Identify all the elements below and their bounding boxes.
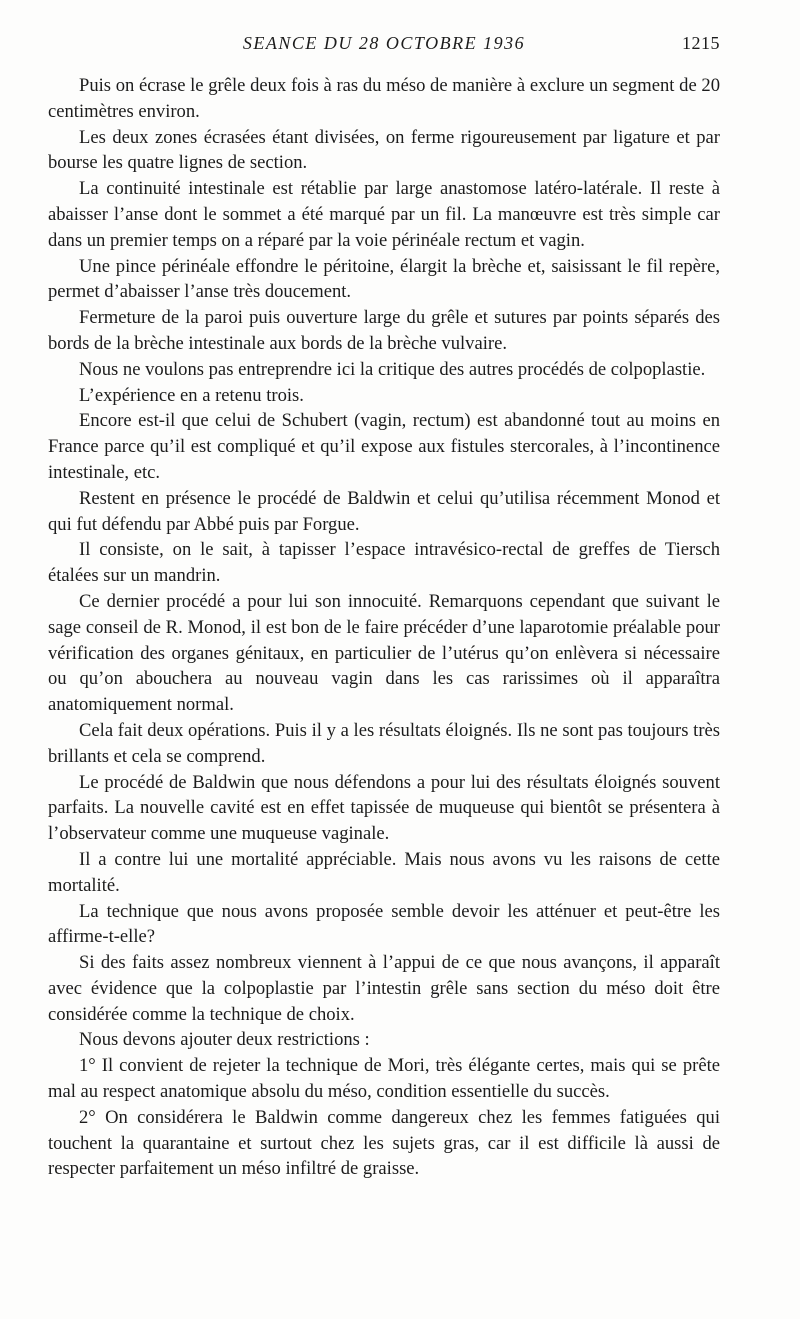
paragraph: La continuité intestinale est rétablie par large anastomose latéro-latérale. Il reste à abaisser l’anse dont le sommet a été marqué par un fil. La manœuvre est très simple car dans un premier temps on a réparé par la voie périnéale rectum et vagin. [48,178,720,251]
paragraph: Encore est-il que celui de Schubert (vagin, rectum) est abandonné tout au moins en France parce qu’il est compliqué et qu’il expose aux fistules stercorales, à l’incontinence intestinale, etc. [48,410,720,483]
paragraph: Nous devons ajouter deux restrictions : [79,1029,370,1051]
running-head [48,30,720,56]
running-title: SEANCE DU 28 OCTOBRE 1936 [242,33,526,53]
paragraph: Il a contre lui une mortalité appréciable. Mais nous avons vu les raisons de cette mortalité. [48,848,720,896]
paragraph: Puis on écrase le grêle deux fois à ras du méso de manière à exclure un segment de 20 centimètres environ. [48,75,720,122]
paragraph: Restent en présence le procédé de Baldwin et celui qu’utilisa récemment Monod et qui fut défendu par Abbé puis par Forgue. [48,487,720,535]
page-number: 1215 [682,33,720,53]
paragraph: Le procédé de Baldwin que nous défendons a pour lui des résultats éloignés souvent parfaits. La nouvelle cavité est en effet tapissée de muqueuse qui bientôt se présentera à l’observateur comme une muqueuse vaginale. [48,771,720,845]
paragraph: La technique que nous avons proposée semble devoir les atténuer et peut-être les affirme-t-elle? [48,900,720,948]
paragraph: Nous ne voulons pas entreprendre ici la critique des autres procédés de colpoplastie. [79,358,706,380]
paragraph: Une pince périnéale effondre le péritoine, élargit la brèche et, saisissant le fil repère, permet d’abaisser l’anse très doucement. [48,255,720,303]
paragraph: Les deux zones écrasées étant divisées, on ferme rigoureusement par ligature et par bourse les quatre lignes de section. [48,126,720,174]
paragraph: 1° Il convient de rejeter la technique de Mori, très élégante certes, mais qui se prête mal au respect anatomique absolu du méso, condition essentielle du succès. [48,1055,720,1103]
paragraph: Fermeture de la paroi puis ouverture large du grêle et sutures par points séparés des bords de la brèche intestinale aux bords de la brèche vulvaire. [48,307,720,354]
body-text [48,73,720,1182]
paragraph: Il consiste, on le sait, à tapisser l’espace intravésico-rectal de greffes de Tiersch étalées sur un mandrin. [48,539,720,587]
paragraph: 2° On considérera le Baldwin comme dangereux chez les femmes fatiguées qui touchent la quarantaine et surtout chez les sujets gras, car il est difficile là aussi de respecter parfaitement un méso infiltré de graisse. [48,1106,720,1180]
paragraph: Si des faits assez nombreux viennent à l’appui de ce que nous avançons, il apparaît avec évidence que la colpoplastie par l’intestin grêle sans section du méso doit être considérée comme la technique de choix. [48,952,720,1025]
paragraph: L’expérience en a retenu trois. [79,384,304,406]
paragraph: Ce dernier procédé a pour lui son innocuité. Remarquons cependant que suivant le sage conseil de R. Monod, il est bon de le faire précéder d’une laparotomie préalable pour vérification des organes génitaux, en particulier de l’utérus qu’on enlèvera si nécessaire ou qu’on abouchera au nouveau vagin dans les cas rarissimes où il apparaîtra anatomiquement normal. [48,590,720,716]
paragraph: Cela fait deux opérations. Puis il y a les résultats éloignés. Ils ne sont pas toujours très brillants et cela se comprend. [48,719,720,767]
